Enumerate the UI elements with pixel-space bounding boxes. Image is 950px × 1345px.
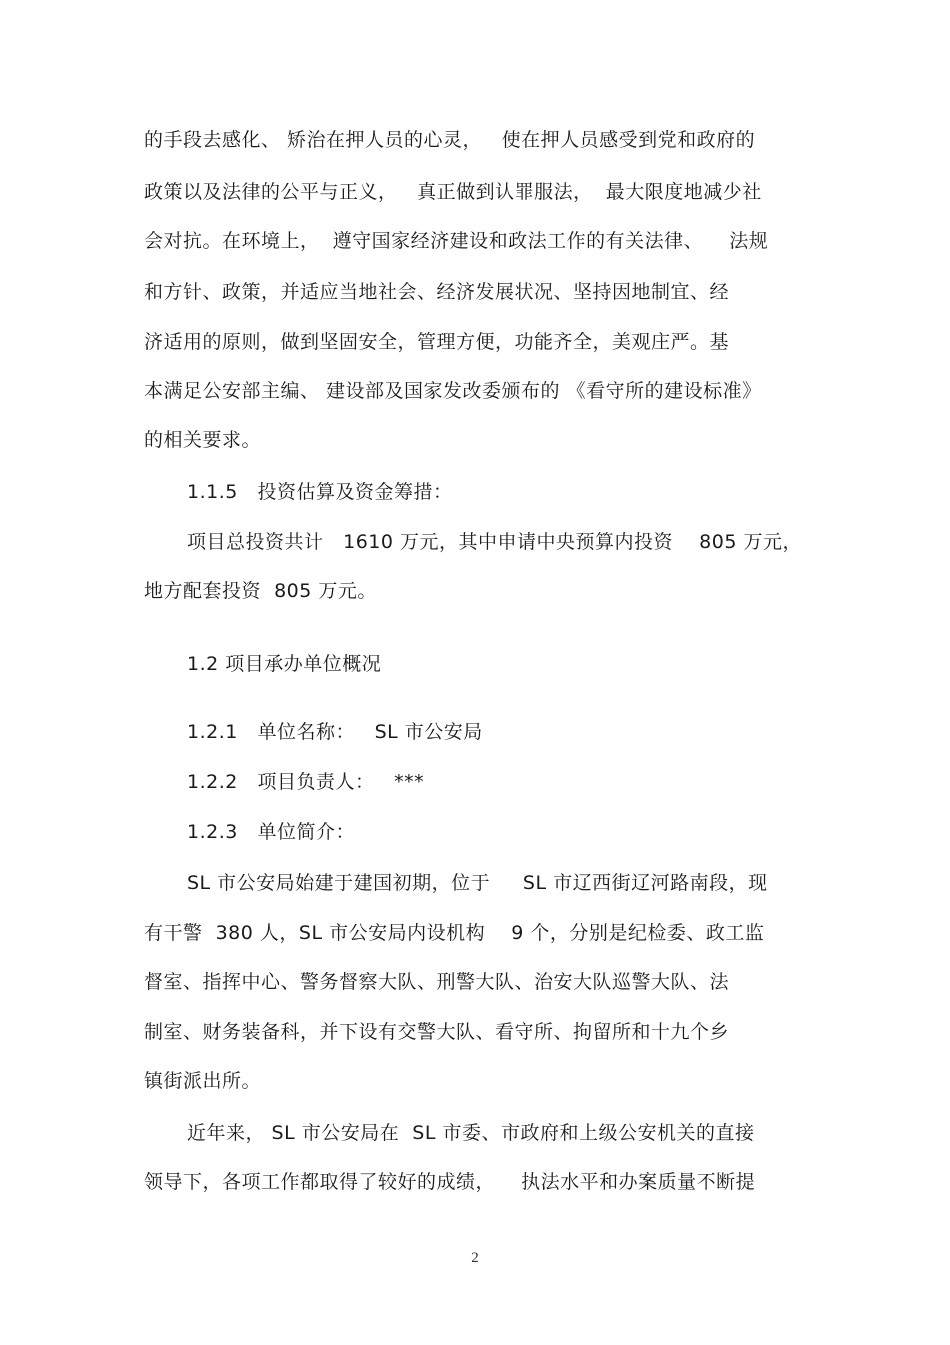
unit-name: 1.2.1 单位名称： SL 市公安局 [187, 721, 483, 743]
section-heading: 1.2 项目承办单位概况 [187, 653, 382, 675]
text-line: 项目总投资共计 1610 万元，其中申请中央预算内投资 805 万元， [187, 531, 802, 553]
text-line: 济适用的原则，做到坚固安全，管理方便，功能齐全，美观庄严。基 [144, 331, 730, 353]
text-line: 政策以及法律的公平与正义， 真正做到认罪服法， 最大限度地减少社 [144, 181, 762, 203]
section-heading: 1.1.5 投资估算及资金筹措： [187, 481, 453, 503]
text-line: 制室、财务装备科，并下设有交警大队、看守所、拘留所和十九个乡 [144, 1021, 730, 1043]
text-line: 的手段去感化、 矫治在押人员的心灵， 使在押人员感受到党和政府的 [144, 129, 756, 151]
text-line: 督室、指挥中心、警务督察大队、刑警大队、治安大队巡警大队、法 [144, 971, 730, 993]
text-line: 会对抗。在环境上， 遵守国家经济建设和政法工作的有关法律、 法规 [144, 230, 769, 252]
text-line: 镇街派出所。 [144, 1070, 262, 1092]
section-heading: 1.2.3 单位简介： [187, 821, 355, 843]
text-line: 有干警 380 人，SL 市公安局内设机构 9 个，分别是纪检委、政工监 [144, 922, 765, 944]
text-line: 的相关要求。 [144, 429, 262, 451]
text-line: 地方配套投资 805 万元。 [144, 580, 377, 602]
page-number: 2 [471, 1250, 479, 1266]
text-line: SL 市公安局始建于建国初期，位于 SL 市辽西街辽河路南段，现 [187, 872, 768, 894]
text-line: 本满足公安部主编、 建设部及国家发改委颁布的 《看守所的建设标准》 [144, 380, 762, 402]
text-line: 近年来， SL 市公安局在 SL 市委、市政府和上级公安机关的直接 [187, 1122, 755, 1144]
text-line: 领导下，各项工作都取得了较好的成绩， 执法水平和办案质量不断提 [144, 1171, 756, 1193]
project-leader: 1.2.2 项目负责人： *** [187, 771, 425, 793]
text-line: 和方针、政策，并适应当地社会、经济发展状况、坚持因地制宜、经 [144, 281, 730, 303]
